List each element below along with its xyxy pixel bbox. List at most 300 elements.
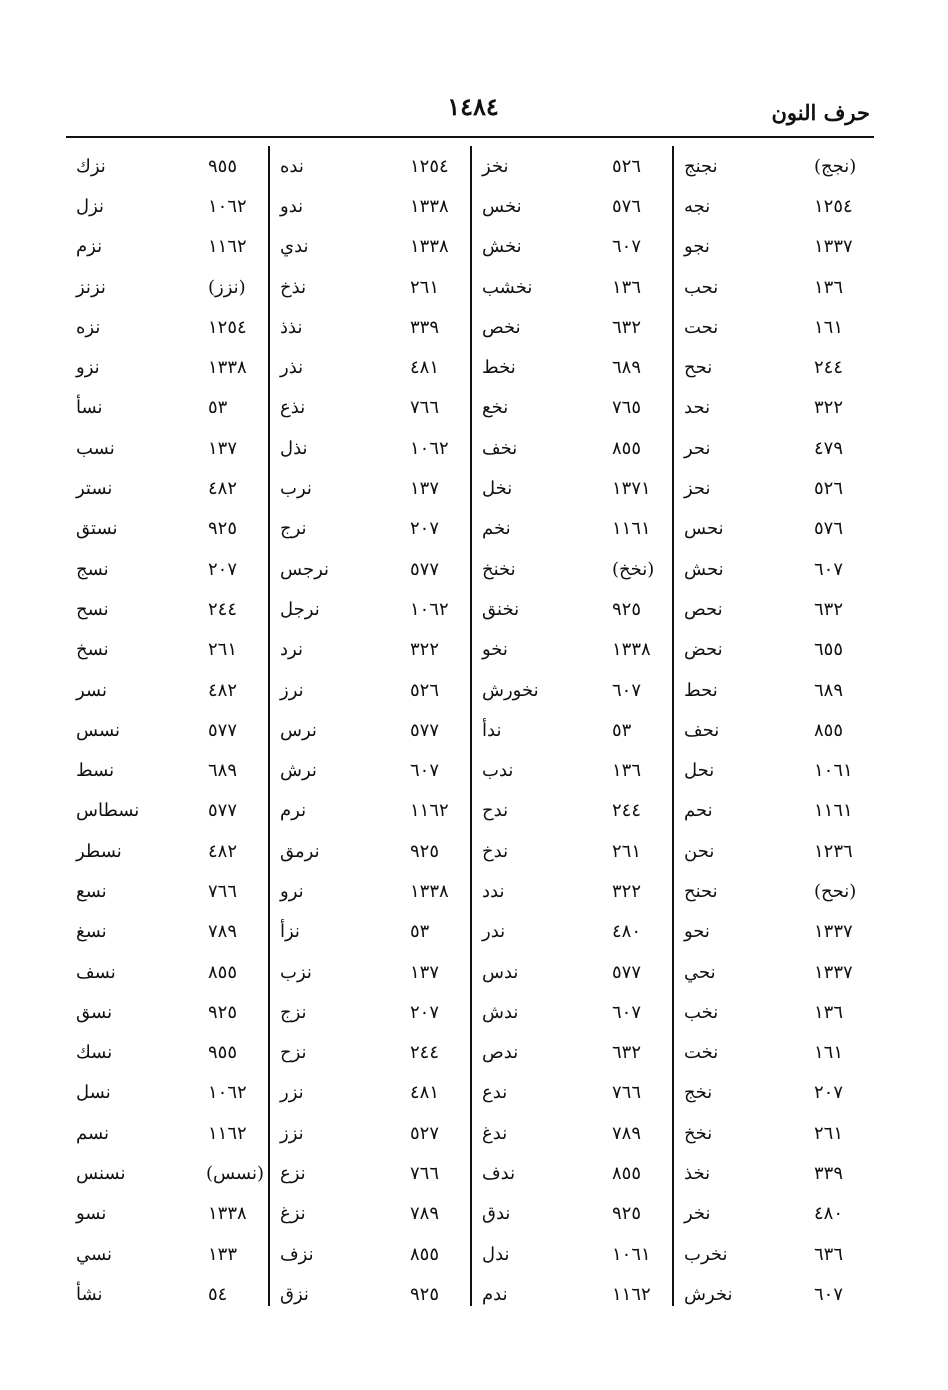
entry-word: نحح — [684, 357, 713, 379]
entry-word: نرو — [280, 880, 304, 902]
entry-page-ref: ٢٤٤ — [814, 357, 844, 379]
index-entry — [270, 509, 470, 549]
entry-word: ندق — [482, 1203, 511, 1225]
entry-page-ref: (نجج) — [814, 155, 857, 177]
entry-page-ref: ٥٣ — [208, 397, 228, 419]
index-entry — [270, 1073, 470, 1113]
entry-page-ref: ٥٢٦ — [410, 679, 440, 701]
entry-word: نزج — [280, 1001, 307, 1023]
entry-word: نحط — [684, 679, 718, 701]
index-entry — [270, 227, 470, 267]
index-entry — [674, 1234, 874, 1274]
entry-word: نحض — [684, 639, 723, 661]
entry-page-ref: ٢٤٤ — [208, 598, 238, 620]
entry-word: نزك — [76, 155, 106, 177]
index-entry — [66, 710, 268, 750]
entry-word: نسط — [76, 760, 115, 782]
index-entry — [66, 227, 268, 267]
index-entry — [472, 831, 672, 871]
index-entry — [270, 1113, 470, 1153]
entry-page-ref: ٤٨١ — [410, 357, 440, 379]
entry-word: نحز — [684, 478, 711, 500]
index-entry — [472, 509, 672, 549]
entry-page-ref: ٣٣٩ — [814, 1163, 844, 1185]
index-entry — [270, 992, 470, 1032]
entry-word: نخنق — [482, 598, 520, 620]
entry-page-ref: ٢٤٤ — [612, 800, 642, 822]
index-entry — [472, 1234, 672, 1274]
entry-word: نزل — [76, 195, 105, 217]
entry-page-ref: ٨٥٥ — [612, 437, 642, 459]
index-entry — [270, 1234, 470, 1274]
entry-page-ref: ٤٨١ — [410, 1082, 440, 1104]
entry-word: نذل — [280, 437, 308, 459]
entry-page-ref: ١٣٣٨ — [410, 880, 449, 902]
entry-page-ref: ٦٣٦ — [814, 1243, 844, 1265]
entry-page-ref: ٤٨٠ — [814, 1203, 844, 1225]
entry-page-ref: ١٢٥٤ — [410, 155, 449, 177]
entry-word: نخو — [482, 639, 508, 661]
entry-page-ref: ٨٥٥ — [814, 719, 844, 741]
index-entry — [674, 1113, 874, 1153]
index-entry — [270, 267, 470, 307]
header-rule — [66, 136, 874, 138]
entry-page-ref: (نسس) — [205, 1163, 264, 1185]
entry-word: نخج — [684, 1082, 713, 1104]
entry-word: ندر — [482, 921, 506, 943]
entry-page-ref: ١٦١ — [814, 316, 844, 338]
entry-word: نشأ — [76, 1283, 103, 1305]
index-entry — [674, 871, 874, 911]
index-entry — [66, 1113, 268, 1153]
index-entry — [66, 630, 268, 670]
entry-page-ref: ٢٤٤ — [410, 1042, 440, 1064]
entry-word: ندأ — [482, 719, 502, 741]
entry-page-ref: ٦٠٧ — [814, 558, 844, 580]
entry-page-ref: ٤٨٠ — [612, 921, 642, 943]
index-entry — [66, 186, 268, 226]
entry-page-ref: ٤٨٢ — [208, 478, 238, 500]
index-entry — [270, 1194, 470, 1234]
entry-page-ref: ٩٢٥ — [410, 1283, 440, 1305]
index-entry — [472, 589, 672, 629]
entry-page-ref: ٧٨٩ — [612, 1122, 642, 1144]
entry-word: نخس — [482, 195, 522, 217]
entry-word: نسي — [76, 1243, 113, 1265]
index-entry — [674, 831, 874, 871]
entry-word: ندح — [482, 800, 509, 822]
index-entry — [674, 1073, 874, 1113]
entry-page-ref: ٤٧٩ — [814, 437, 844, 459]
index-entry — [472, 791, 672, 831]
entry-page-ref: ٢٦١ — [814, 1122, 844, 1144]
entry-word: ندد — [482, 880, 505, 902]
entry-page-ref: ١٣٦ — [612, 276, 642, 298]
entry-page-ref: ٥٧٧ — [612, 961, 642, 983]
entry-word: نذخ — [280, 276, 307, 298]
index-entry — [66, 146, 268, 186]
entry-page-ref: ٩٢٥ — [208, 1001, 238, 1023]
entry-word: نحم — [684, 800, 713, 822]
entry-page-ref: ١٣٣٨ — [410, 195, 449, 217]
entry-page-ref: ١٢٥٤ — [208, 316, 247, 338]
index-entry — [66, 952, 268, 992]
entry-page-ref: ١٠٦٢ — [208, 195, 247, 217]
entry-word: ندب — [482, 760, 514, 782]
index-entry — [674, 750, 874, 790]
entry-word: نستق — [76, 518, 118, 540]
index-entry — [66, 871, 268, 911]
index-entry — [472, 670, 672, 710]
index-entry — [270, 186, 470, 226]
entry-page-ref: ٦٨٩ — [208, 760, 238, 782]
entry-page-ref: ٦٠٧ — [612, 679, 642, 701]
entry-page-ref: ٣٢٢ — [410, 639, 440, 661]
entry-page-ref: ١٣٣٨ — [612, 639, 651, 661]
entry-word: نخخ — [684, 1122, 713, 1144]
index-entry — [66, 1153, 268, 1193]
entry-word: نخش — [482, 236, 522, 258]
entry-page-ref: ٧٦٦ — [410, 397, 440, 419]
entry-word: نحي — [684, 961, 716, 983]
index-entry — [270, 912, 470, 952]
entry-word: نجنج — [684, 155, 718, 177]
index-entry — [66, 589, 268, 629]
entry-word: نزب — [280, 961, 312, 983]
index-entry — [66, 791, 268, 831]
entry-page-ref: ١٣٣٨ — [208, 1203, 247, 1225]
index-entry — [674, 1033, 874, 1073]
entry-page-ref: ٩٢٥ — [612, 1203, 642, 1225]
index-entry — [674, 952, 874, 992]
entry-word: نزنز — [76, 276, 106, 298]
entry-word: ندص — [482, 1042, 519, 1064]
entry-page-ref: ١٣٦ — [814, 276, 844, 298]
entry-page-ref: ١٣٧ — [410, 961, 440, 983]
entry-word: ندس — [482, 961, 519, 983]
entry-page-ref: ٥٣ — [410, 921, 430, 943]
entry-page-ref: ٧٨٩ — [410, 1203, 440, 1225]
index-entry — [674, 791, 874, 831]
entry-word: ندخ — [482, 840, 509, 862]
index-entry — [270, 630, 470, 670]
index-entry — [472, 347, 672, 387]
entry-page-ref: ٧٦٦ — [208, 880, 238, 902]
index-entry — [674, 347, 874, 387]
index-entry — [472, 912, 672, 952]
entry-page-ref: ٥٧٦ — [612, 195, 642, 217]
entry-word: نحر — [684, 437, 711, 459]
entry-word: نسب — [76, 437, 115, 459]
entry-word: نزو — [76, 357, 100, 379]
index-entry — [66, 388, 268, 428]
index-entry — [66, 992, 268, 1032]
entry-word: نجو — [684, 236, 710, 258]
index-entry — [674, 992, 874, 1032]
entry-page-ref: ٢٦١ — [208, 639, 238, 661]
entry-word: ندف — [482, 1163, 516, 1185]
entry-word: نسك — [76, 1042, 113, 1064]
entry-word: نرم — [280, 800, 307, 822]
entry-page-ref: ٩٢٥ — [410, 840, 440, 862]
index-entry — [66, 549, 268, 589]
entry-word: نخت — [684, 1042, 719, 1064]
entry-page-ref: ٧٦٦ — [612, 1082, 642, 1104]
entry-word: نذع — [280, 397, 306, 419]
entry-word: نحب — [684, 276, 719, 298]
entry-word: نسس — [76, 719, 121, 741]
entry-word: نجه — [684, 195, 711, 217]
entry-word: نزم — [76, 236, 103, 258]
index-entry — [472, 549, 672, 589]
entry-word: نزف — [280, 1243, 314, 1265]
entry-page-ref: ١٣٦ — [612, 760, 642, 782]
entry-page-ref: ٥٣ — [612, 719, 632, 741]
entry-word: نخرب — [684, 1243, 728, 1265]
entry-word: نحنح — [684, 880, 718, 902]
entry-word: نسغ — [76, 921, 107, 943]
entry-page-ref: ١١٦٢ — [612, 1283, 651, 1305]
index-entry — [472, 630, 672, 670]
index-entry — [472, 307, 672, 347]
entry-word: نخرش — [684, 1283, 733, 1305]
entry-page-ref: ١٢٥٤ — [814, 195, 853, 217]
entry-page-ref: ١٣٧ — [208, 437, 238, 459]
index-entry — [674, 267, 874, 307]
entry-word: نحف — [684, 719, 720, 741]
index-entry — [66, 468, 268, 508]
index-entry — [472, 428, 672, 468]
entry-word: نحش — [684, 558, 724, 580]
index-entry — [270, 670, 470, 710]
entry-word: نرس — [280, 719, 317, 741]
entry-page-ref: ٥٧٦ — [814, 518, 844, 540]
entry-word: نخذ — [684, 1163, 711, 1185]
index-entry — [472, 146, 672, 186]
index-entry — [674, 509, 874, 549]
index-entry — [270, 1033, 470, 1073]
entry-word: نزح — [280, 1042, 307, 1064]
index-entry — [472, 468, 672, 508]
index-entry — [270, 347, 470, 387]
index-entry — [472, 186, 672, 226]
index-entry — [66, 307, 268, 347]
entry-page-ref: ٦٠٧ — [814, 1283, 844, 1305]
index-columns — [66, 146, 874, 1306]
entry-word: نحن — [684, 840, 715, 862]
entry-page-ref: ٤٨٢ — [208, 840, 238, 862]
index-column-4 — [66, 146, 268, 1306]
entry-page-ref: ١٢٣٦ — [814, 840, 853, 862]
entry-page-ref: ١٣٣٧ — [814, 961, 853, 983]
entry-page-ref: ١٣٣ — [208, 1243, 238, 1265]
entry-word: ندو — [280, 195, 304, 217]
entry-word: نحد — [684, 397, 711, 419]
entry-page-ref: ٦٣٢ — [612, 316, 642, 338]
entry-page-ref: ٢٦١ — [612, 840, 642, 862]
entry-word: نخشب — [482, 276, 533, 298]
index-entry — [66, 1234, 268, 1274]
entry-page-ref: ١١٦٢ — [410, 800, 449, 822]
entry-page-ref: ٥٧٧ — [410, 719, 440, 741]
entry-word: نسف — [76, 961, 116, 983]
entry-word: نسع — [76, 880, 107, 902]
entry-word: نسج — [76, 558, 109, 580]
index-entry — [472, 1113, 672, 1153]
entry-word: ندي — [280, 236, 309, 258]
entry-word: نذذ — [280, 316, 303, 338]
entry-page-ref: ٢٠٧ — [208, 558, 238, 580]
entry-word: نحس — [684, 518, 724, 540]
index-entry — [472, 1073, 672, 1113]
entry-word: نخر — [684, 1203, 711, 1225]
entry-word: نسل — [76, 1082, 111, 1104]
index-entry — [674, 186, 874, 226]
index-entry — [472, 1033, 672, 1073]
index-entry — [472, 992, 672, 1032]
entry-page-ref: ٦٥٥ — [814, 639, 844, 661]
entry-word: نزر — [280, 1082, 304, 1104]
index-entry — [472, 710, 672, 750]
index-entry — [472, 267, 672, 307]
entry-page-ref: ٦٣٢ — [814, 598, 844, 620]
entry-page-ref: ١١٦٢ — [208, 1122, 247, 1144]
index-entry — [674, 912, 874, 952]
entry-word: نسم — [76, 1122, 110, 1144]
index-entry — [472, 871, 672, 911]
section-title: حرف النون — [771, 100, 870, 125]
entry-page-ref: ٢٠٧ — [814, 1082, 844, 1104]
entry-word: نرمق — [280, 840, 320, 862]
index-column-2 — [470, 146, 672, 1306]
entry-word: نسطاس — [76, 800, 140, 822]
entry-page-ref: ٩٥٥ — [208, 1042, 238, 1064]
index-entry — [674, 589, 874, 629]
index-entry — [674, 630, 874, 670]
entry-page-ref: ٨٥٥ — [208, 961, 238, 983]
index-entry — [674, 146, 874, 186]
index-entry — [270, 307, 470, 347]
entry-word: نسق — [76, 1001, 113, 1023]
entry-word: نحو — [684, 921, 710, 943]
entry-word: نخع — [482, 397, 509, 419]
index-entry — [66, 347, 268, 387]
entry-page-ref: ١١٦١ — [814, 800, 853, 822]
index-entry — [270, 750, 470, 790]
index-entry — [270, 428, 470, 468]
index-entry — [270, 710, 470, 750]
entry-page-ref: ٦٨٩ — [814, 679, 844, 701]
entry-page-ref: ١٣٣٧ — [814, 921, 853, 943]
entry-page-ref: ١٠٦٢ — [410, 437, 449, 459]
entry-word: نرش — [280, 760, 317, 782]
entry-word: نحت — [684, 316, 719, 338]
index-entry — [66, 428, 268, 468]
entry-word: نزز — [280, 1122, 304, 1144]
index-entry — [66, 670, 268, 710]
index-entry — [472, 227, 672, 267]
entry-word: نسر — [76, 679, 107, 701]
index-entry — [674, 549, 874, 589]
entry-page-ref: (نزز) — [208, 276, 246, 298]
entry-word: نسنس — [76, 1163, 126, 1185]
entry-word: نحص — [684, 598, 723, 620]
index-entry — [66, 1194, 268, 1234]
entry-page-ref: ١٣٣٧ — [814, 236, 853, 258]
entry-word: نزع — [280, 1163, 306, 1185]
entry-word: نسو — [76, 1203, 107, 1225]
index-entry — [472, 1194, 672, 1234]
entry-page-ref: ١٠٦٢ — [410, 598, 449, 620]
index-entry — [270, 871, 470, 911]
entry-page-ref: ١١٦٢ — [208, 236, 247, 258]
entry-page-ref: ٧٦٦ — [410, 1163, 440, 1185]
entry-word: ندم — [482, 1283, 508, 1305]
entry-page-ref: ٨٥٥ — [410, 1243, 440, 1265]
entry-page-ref: ١٣٧ — [410, 478, 440, 500]
entry-page-ref: ٥٧٧ — [208, 719, 238, 741]
entry-word: نرج — [280, 518, 307, 540]
entry-page-ref: (نخخ) — [612, 558, 655, 580]
entry-word: نخص — [482, 316, 521, 338]
entry-word: نرجل — [280, 598, 320, 620]
entry-word: نخز — [482, 155, 509, 177]
index-entry — [674, 1153, 874, 1193]
index-entry — [270, 549, 470, 589]
entry-page-ref: ٦٠٧ — [410, 760, 440, 782]
entry-page-ref: ٦٠٧ — [612, 1001, 642, 1023]
entry-word: نزق — [280, 1283, 309, 1305]
entry-word: نزه — [76, 316, 101, 338]
index-entry — [472, 952, 672, 992]
entry-page-ref: ٦٣٢ — [612, 1042, 642, 1064]
entry-word: نرز — [280, 679, 304, 701]
index-entry — [674, 388, 874, 428]
index-entry — [674, 1274, 874, 1314]
entry-word: نذر — [280, 357, 304, 379]
entry-page-ref: ١٣٦ — [814, 1001, 844, 1023]
entry-word: نخورش — [482, 679, 539, 701]
index-entry — [674, 710, 874, 750]
entry-page-ref: ٣٣٩ — [410, 316, 440, 338]
entry-word: نسأ — [76, 397, 103, 419]
entry-page-ref: ١٣٣٨ — [410, 236, 449, 258]
entry-page-ref: ٩٥٥ — [208, 155, 238, 177]
entry-page-ref: ٧٨٩ — [208, 921, 238, 943]
index-entry — [270, 388, 470, 428]
entry-word: نخل — [482, 478, 513, 500]
entry-word: نرد — [280, 639, 303, 661]
entry-page-ref: ٥٧٧ — [208, 800, 238, 822]
index-entry — [66, 1274, 268, 1314]
entry-word: نسح — [76, 598, 109, 620]
index-entry — [66, 912, 268, 952]
index-entry — [270, 952, 470, 992]
entry-page-ref: ٢٠٧ — [410, 518, 440, 540]
entry-page-ref: ٥٢٦ — [814, 478, 844, 500]
entry-page-ref: ١٠٦١ — [814, 760, 853, 782]
entry-word: نخف — [482, 437, 518, 459]
index-column-1 — [672, 146, 874, 1306]
index-entry — [66, 1073, 268, 1113]
entry-page-ref: ٩٢٥ — [208, 518, 238, 540]
entry-page-ref: ١٠٦٢ — [208, 1082, 247, 1104]
entry-page-ref: ٧٦٥ — [612, 397, 642, 419]
entry-page-ref: ٤٨٢ — [208, 679, 238, 701]
index-entry — [472, 750, 672, 790]
entry-word: ندل — [482, 1243, 510, 1265]
entry-page-ref: ٣٢٢ — [612, 880, 642, 902]
